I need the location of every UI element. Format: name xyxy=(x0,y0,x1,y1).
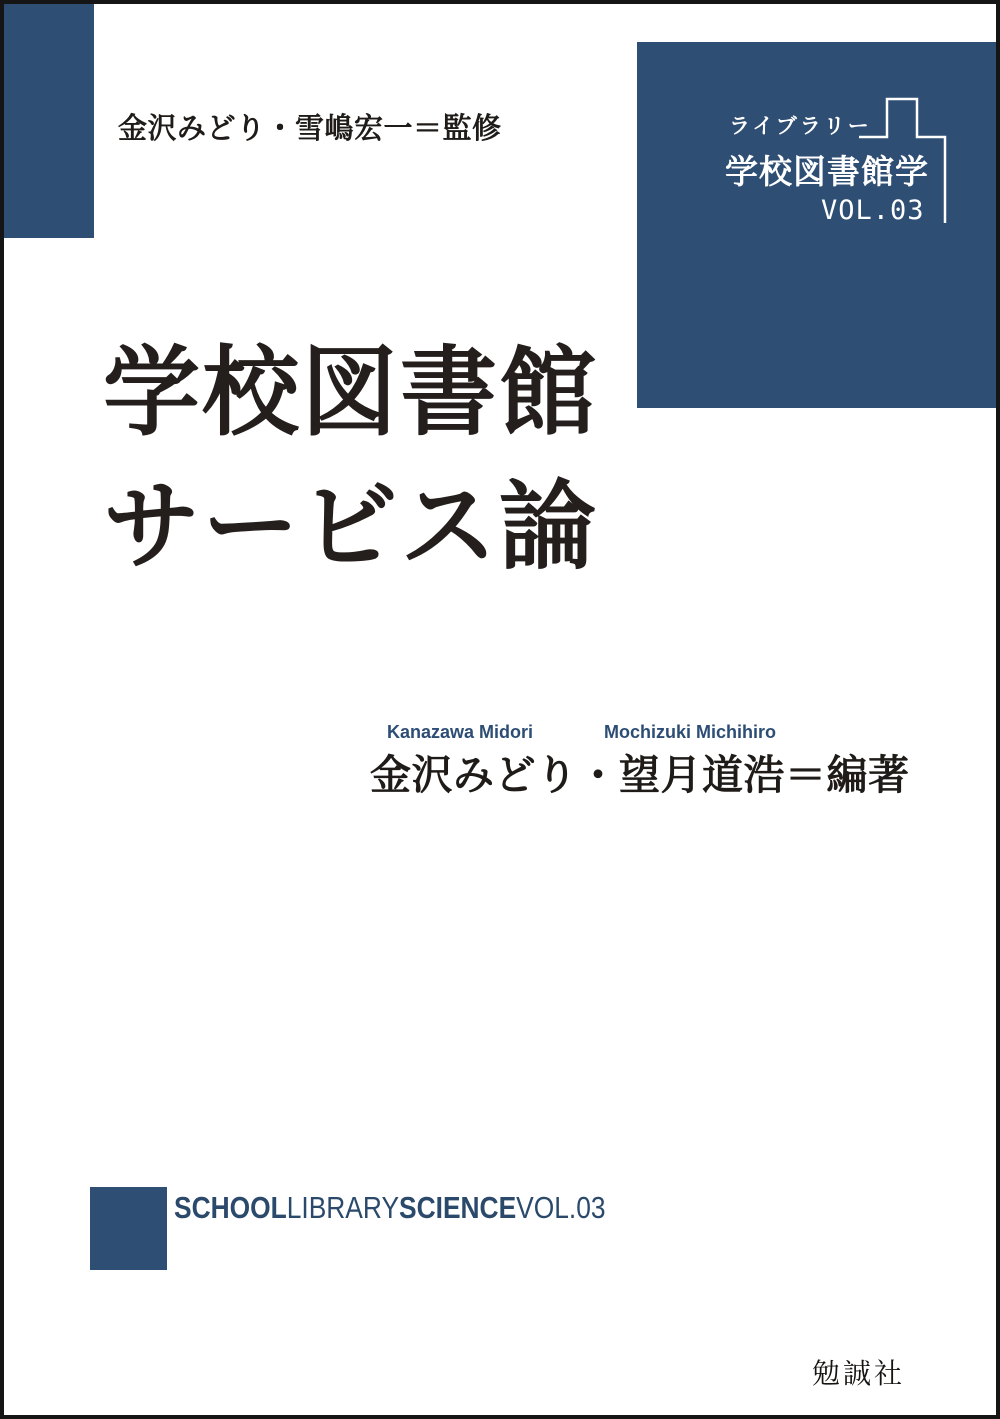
series-footer-word-science: SCIENCE xyxy=(399,1190,517,1225)
book-title-line1: 学校図書館 xyxy=(103,338,598,447)
author-romaji-2: Mochizuki Michihiro xyxy=(604,722,777,742)
supervisor-line: 金沢みどり・雪嶋宏一＝監修 xyxy=(118,113,502,145)
book-title xyxy=(103,326,598,594)
book-title-line2: サービス論 xyxy=(103,472,598,581)
series-footer-word-vol: VOL.03 xyxy=(516,1190,606,1225)
footer-accent-square xyxy=(90,1187,167,1270)
badge-outline-shape-icon xyxy=(637,42,997,408)
corner-accent-rectangle xyxy=(4,4,94,238)
author-romaji-1: Kanazawa Midori xyxy=(387,722,534,742)
series-badge-title: 学校図書館学 xyxy=(725,153,929,190)
series-badge-volume: VOL.03 xyxy=(821,195,925,226)
series-badge-label: ライブラリー xyxy=(729,115,872,138)
series-footer-word-school: SCHOOL xyxy=(174,1190,287,1225)
series-footer-line xyxy=(174,1190,606,1226)
series-footer-word-library: LIBRARY xyxy=(286,1190,400,1225)
series-badge xyxy=(637,42,997,408)
publisher-name: 勉誠社 xyxy=(812,1358,906,1389)
author-byline: 金沢みどり・望月道浩＝編著 xyxy=(370,752,910,798)
